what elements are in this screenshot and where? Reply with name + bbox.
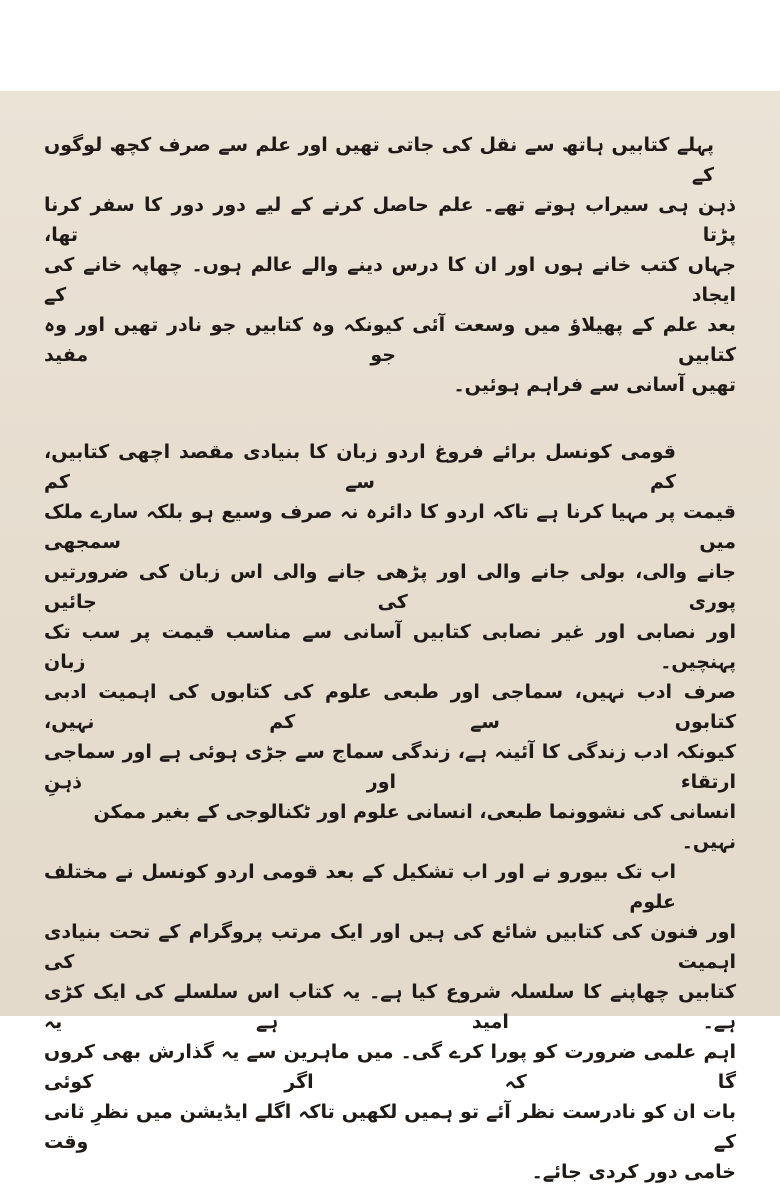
paragraph-2-line-1: قومی کونسل برائے فروغ اردو زبان کا بنیادی مقصد اچھی کتابیں، کم سے کم (44, 441, 676, 493)
paragraph-2-line-6: کیونکہ ادب زندگی کا آئینہ ہے، زندگی سماج سے جڑی ہوئی ہے اور سماجی ارتقاء اور ذہنِ (44, 741, 736, 793)
paragraph-3-line-1: اب تک بیورو نے اور اب تشکیل کے بعد قومی اردو کونسل نے مختلف علوم (44, 861, 676, 913)
paragraph-3-line-4: اہم علمی ضرورت کو پورا کرے گی۔ میں ماہرین سے یہ گذارش بھی کروں گا کہ اگر کوئی (44, 1041, 736, 1093)
page-text (44, 130, 736, 1204)
paragraph-2-line-3: جانے والی، بولی جانے والی اور پڑھی جانے والی اس زبان کی ضرورتیں پوری کی جائیں (44, 561, 736, 613)
paragraph-1-line-1: پہلے کتابیں ہاتھ سے نقل کی جاتی تھیں اور علم سے صرف کچھ لوگوں کے (44, 134, 714, 186)
paragraph-2-line-7: انسانی کی نشوونما طبعی، انسانی علوم اور ٹکنالوجی کے بغیر ممکن نہیں۔ (93, 801, 736, 853)
paragraph-3-line-6: خامی دور کردی جائے۔ (531, 1161, 736, 1183)
paragraph-1-line-3: جہاں کتب خانے ہوں اور ان کا درس دینے والے عالم ہوں۔ چھاپہ خانے کی ایجاد کے (44, 254, 736, 306)
paragraph-2-line-4: اور نصابی اور غیر نصابی کتابیں آسانی سے مناسب قیمت پر سب تک پہنچیں۔ زبان (44, 621, 736, 673)
paragraph-3-line-5: بات ان کو نادرست نظر آئے تو ہمیں لکھیں تاکہ اگلے ایڈیشن میں نظرِ ثانی کے وقت (44, 1101, 736, 1153)
paragraph-3-line-2: اور فنون کی کتابیں شائع کی ہیں اور ایک مرتب پروگرام کے تحت بنیادی اہمیت کی (44, 921, 736, 973)
paragraph-1-line-2: ذہن ہی سیراب ہوتے تھے۔ علم حاصل کرنے کے لیے دور دور کا سفر کرنا پڑتا تھا، (44, 194, 736, 246)
paragraph-2-line-2: قیمت پر مہیا کرنا ہے تاکہ اردو کا دائرہ نہ صرف وسیع ہو بلکہ سارے ملک میں سمجھی (44, 501, 736, 553)
paragraph-2-line-5: صرف ادب نہیں، سماجی اور طبعی علوم کی کتابوں کی اہمیت ادبی کتابوں سے کم نہیں، (44, 681, 736, 733)
paragraph-1-line-4: بعد علم کے پھیلاؤ میں وسعت آئی کیونکہ وہ کتابیں جو نادر تھیں اور وہ کتابیں جو مفید (44, 314, 736, 366)
paragraph-1-line-5: تھیں آسانی سے فراہم ہوئیں۔ (453, 374, 736, 396)
paragraph-3-line-3: کتابیں چھاپنے کا سلسلہ شروع کیا ہے۔ یہ کتاب اس سلسلے کی ایک کڑی ہے۔ امید ہے یہ (44, 981, 736, 1033)
